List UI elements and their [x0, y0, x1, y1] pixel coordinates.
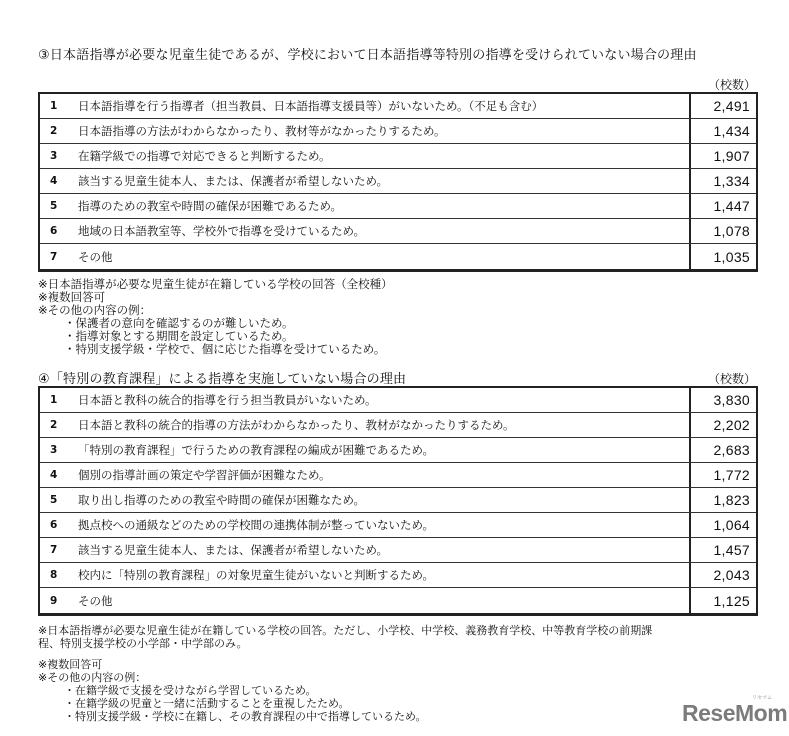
- row-label: 日本語指導の方法がわからなかったり、教材等がなかったりするため。: [78, 124, 446, 138]
- table-row: [40, 219, 756, 244]
- example-line: ・保護者の意向を確認するのが難しいため。: [64, 316, 294, 330]
- row-label: 日本語と教科の統合的指導の方法がわからなかったり、教材がなかったりするため。: [78, 418, 515, 432]
- section3-notes: [38, 278, 393, 356]
- row-number: 7: [50, 250, 58, 263]
- table-row: [40, 513, 756, 538]
- logo-subtext: リセマム: [752, 695, 772, 701]
- row-label: 日本語と教科の統合的指導を行う担当教員がいないため。: [78, 393, 377, 407]
- note-line: 程、特別支援学校の小学部・中学部のみ。: [38, 637, 248, 650]
- row-number: 6: [50, 225, 58, 237]
- table-row: [40, 94, 756, 119]
- row-label: 校内に「特別の教育課程」の対象児童生徒がいないと判断するため。: [78, 568, 435, 582]
- table-row: [40, 388, 756, 413]
- row-number: 4: [50, 469, 58, 481]
- row-label: 該当する児童生徒本人、または、保護者が希望しないため。: [78, 174, 389, 188]
- row-value: 1,078: [713, 223, 750, 239]
- row-value: 1,457: [713, 542, 750, 558]
- row-value: 3,830: [713, 392, 750, 408]
- row-label: 該当する児童生徒本人、または、保護者が希望しないため。: [78, 543, 389, 557]
- row-number: 2: [50, 419, 58, 431]
- row-value: 1,334: [713, 173, 750, 189]
- row-label: その他: [78, 593, 113, 608]
- note-line: ※その他の内容の例：: [38, 303, 152, 317]
- row-number: 1: [50, 394, 58, 406]
- note-line: ※日本語指導が必要な児童生徒が在籍している学校の回答（全校種）: [38, 277, 393, 291]
- table-row: [40, 488, 756, 513]
- row-value: 1,035: [713, 248, 750, 265]
- table-row: [40, 538, 756, 563]
- row-label: 在籍学級での指導で対応できると判断するため。: [78, 149, 331, 163]
- row-value: 2,202: [713, 417, 750, 433]
- row-label: 指導のための教室や時間の確保が困難であるため。: [78, 199, 343, 213]
- row-number: 6: [50, 519, 58, 531]
- table-row: [40, 588, 756, 613]
- row-number: 5: [50, 494, 58, 506]
- row-label: 日本語指導を行う指導者（担当教員、日本語指導支援員等）がいないため。（不足も含む）: [78, 99, 544, 113]
- row-number: 2: [50, 125, 58, 137]
- table-row: [40, 563, 756, 588]
- note-line: ※複数回答可: [38, 658, 103, 671]
- section4-title: ④「特別の教育課程」による指導を実施していない場合の理由: [38, 372, 407, 387]
- section4-unit-label: （校数）: [708, 372, 757, 386]
- note-line: ※複数回答可: [38, 290, 106, 304]
- example-line: ・在籍学級の児童と一緒に活動することを重視したため。: [64, 697, 350, 710]
- table-row: [40, 413, 756, 438]
- row-number: 1: [50, 100, 58, 112]
- table-row: [40, 169, 756, 194]
- table-row: [40, 463, 756, 488]
- row-value: 1,447: [713, 198, 750, 214]
- row-number: 5: [50, 200, 58, 212]
- example-line: ・特別支援学級・学校に在籍し、その教育課程の中で指導しているため。: [64, 710, 427, 723]
- row-number: 4: [50, 175, 58, 187]
- table-row: [40, 119, 756, 144]
- row-number: 9: [50, 594, 58, 607]
- row-label: 地域の日本語教室等、学校外で指導を受けているため。: [78, 224, 366, 238]
- example-line: ・特別支援学級・学校で、個に応じた指導を受けているため。: [64, 342, 386, 356]
- example-line: ・指導対象とする期間を設定しているため。: [64, 329, 294, 343]
- row-number: 3: [50, 444, 58, 456]
- row-value: 2,683: [713, 442, 750, 458]
- row-number: 8: [50, 569, 58, 581]
- table-row: [40, 194, 756, 219]
- row-label: 拠点校への通級などのための学校間の連携体制が整っていないため。: [78, 518, 435, 532]
- table-row: [40, 438, 756, 463]
- row-value: 1,125: [713, 592, 750, 609]
- example-line: ・在籍学級で支援を受けながら学習しているため。: [64, 684, 317, 697]
- row-value: 2,043: [713, 567, 750, 583]
- row-value: 2,491: [713, 98, 750, 114]
- section4-table: [38, 386, 758, 616]
- row-value: 1,907: [713, 148, 750, 164]
- row-number: 7: [50, 544, 58, 556]
- row-label: 取り出し指導のための教室や時間の確保が困難なため。: [78, 493, 366, 507]
- section3-title: ③日本語指導が必要な児童生徒であるが、学校において日本語指導等特別の指導を受けられていない場合の理由: [38, 48, 697, 63]
- table-row: [40, 244, 756, 269]
- row-label: 「特別の教育課程」で行うための教育課程の編成が困難であるため。: [78, 443, 435, 457]
- row-value: 1,064: [713, 517, 750, 533]
- resemom-logo: ReseMom: [682, 700, 788, 726]
- row-value: 1,772: [713, 467, 750, 483]
- section3-table: [38, 92, 758, 272]
- row-value: 1,434: [713, 123, 750, 139]
- table-row: [40, 144, 756, 169]
- row-number: 3: [50, 150, 58, 162]
- row-label: その他: [78, 249, 113, 264]
- row-label: 個別の指導計画の策定や学習評価が困難なため。: [78, 468, 331, 482]
- row-value: 1,823: [713, 492, 750, 508]
- section4-notes: [38, 624, 652, 723]
- section3-unit-label: （校数）: [708, 78, 757, 92]
- note-line: ※その他の内容の例：: [38, 671, 147, 684]
- note-line: ※日本語指導が必要な児童生徒が在籍している学校の回答。ただし、小学校、中学校、義務教育学校、中等教育学校の前期課: [38, 624, 653, 637]
